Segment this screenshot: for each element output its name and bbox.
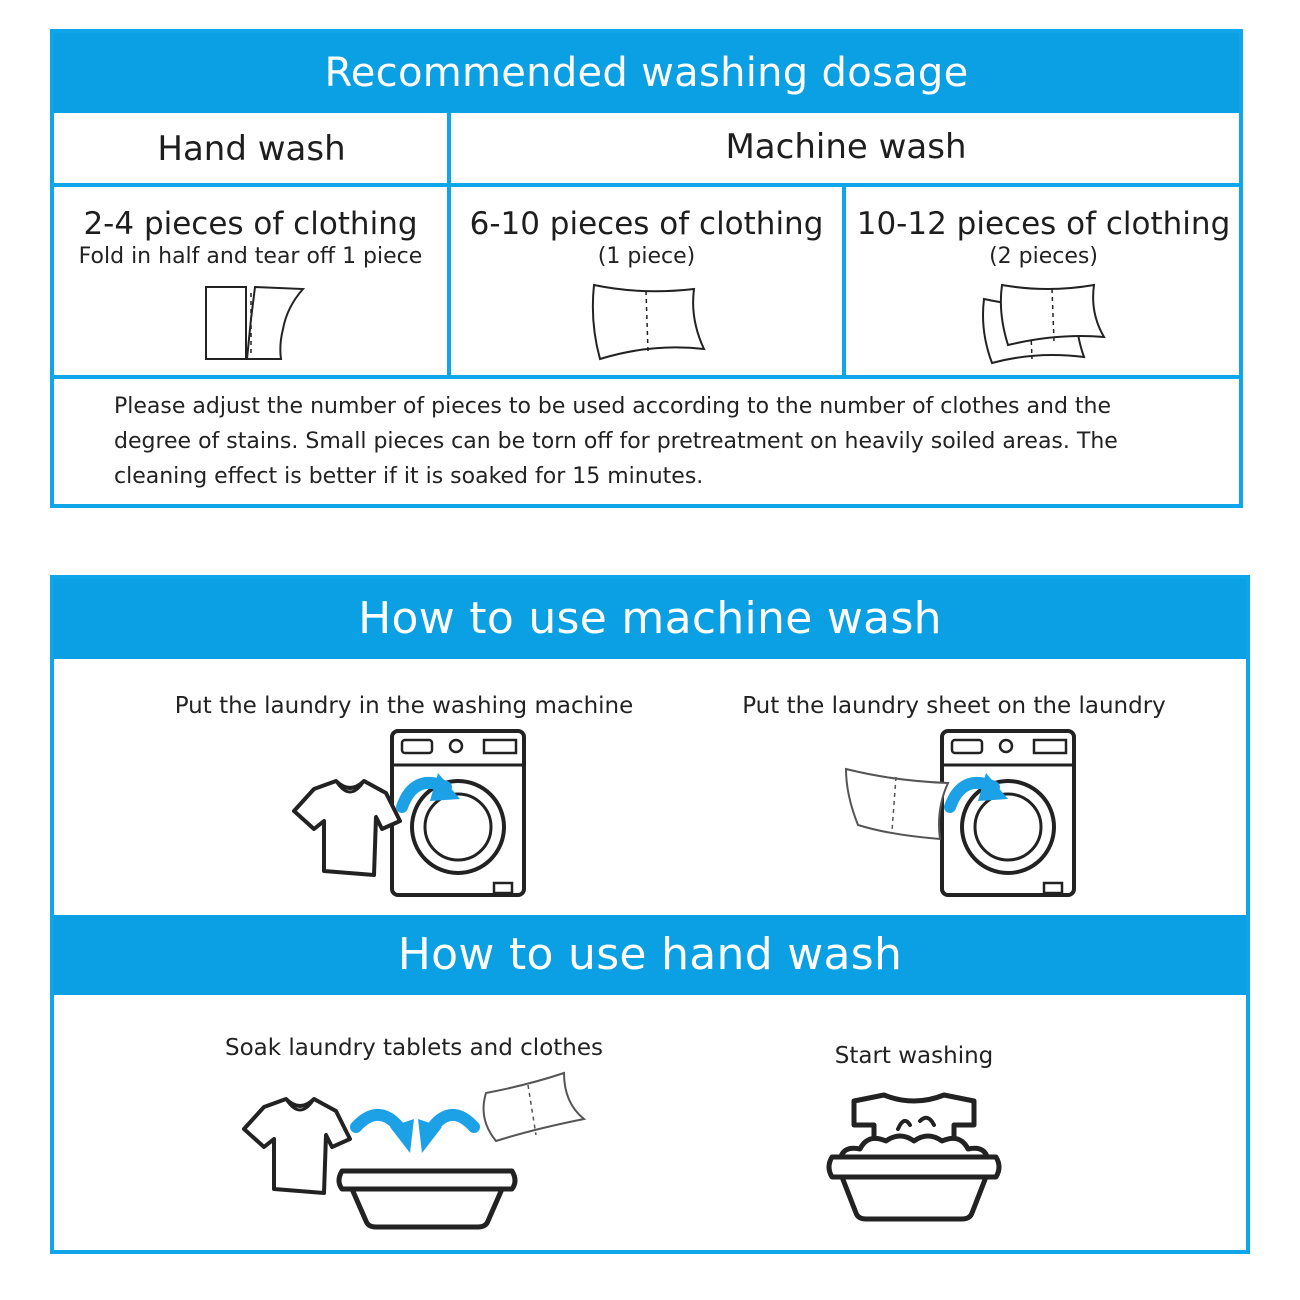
machine-step-2 — [694, 691, 1214, 901]
hand-step-2 — [714, 1041, 1114, 1235]
dosage-amount: 10-12 pieces of clothing — [856, 206, 1231, 242]
dosage-detail: (1 piece) — [597, 244, 696, 269]
step-caption: Put the laundry in the washing machine — [174, 693, 634, 719]
single-sheet-icon — [582, 279, 712, 361]
double-sheet-icon — [974, 279, 1114, 365]
torn-sheet-icon — [191, 279, 311, 361]
divider — [54, 183, 1239, 187]
hand-step-1 — [174, 1033, 654, 1239]
washing-basin-icon — [824, 1085, 1004, 1235]
dosage-title: Recommended washing dosage — [54, 33, 1239, 113]
step-caption: Start washing — [834, 1043, 994, 1069]
usage-panel — [50, 575, 1250, 1254]
shirt-into-washer-icon — [274, 725, 534, 901]
dosage-cell-hand — [54, 205, 447, 361]
step-caption: Soak laundry tablets and clothes — [225, 1035, 603, 1061]
machine-wash-header: Machine wash — [725, 127, 967, 167]
hand-wash-title: How to use hand wash — [54, 915, 1246, 995]
dosage-note: Please adjust the number of pieces to be used according to the number of clothes and the degree of stains. Small pieces can be torn off for pretreatment on heavily soiled areas. The cleaning effect is better if it is soaked for 15 minutes. — [114, 394, 1118, 489]
dosage-cell-machine-1 — [451, 205, 842, 361]
shirt-and-sheet-into-basin-icon — [234, 1069, 594, 1239]
divider — [54, 375, 1239, 379]
dosage-cell-machine-2 — [846, 205, 1241, 365]
dosage-detail: (2 pieces) — [989, 244, 1098, 269]
dosage-detail: Fold in half and tear off 1 piece — [78, 244, 423, 269]
dosage-amount: 2-4 pieces of clothing — [83, 206, 418, 242]
sheet-into-washer-icon — [824, 725, 1084, 901]
machine-wash-title: How to use machine wash — [54, 579, 1246, 659]
machine-step-1 — [144, 691, 664, 901]
dosage-amount: 6-10 pieces of clothing — [469, 206, 824, 242]
dosage-panel — [50, 29, 1243, 508]
step-caption: Put the laundry sheet on the laundry — [742, 693, 1166, 719]
hand-wash-header: Hand wash — [157, 129, 346, 169]
